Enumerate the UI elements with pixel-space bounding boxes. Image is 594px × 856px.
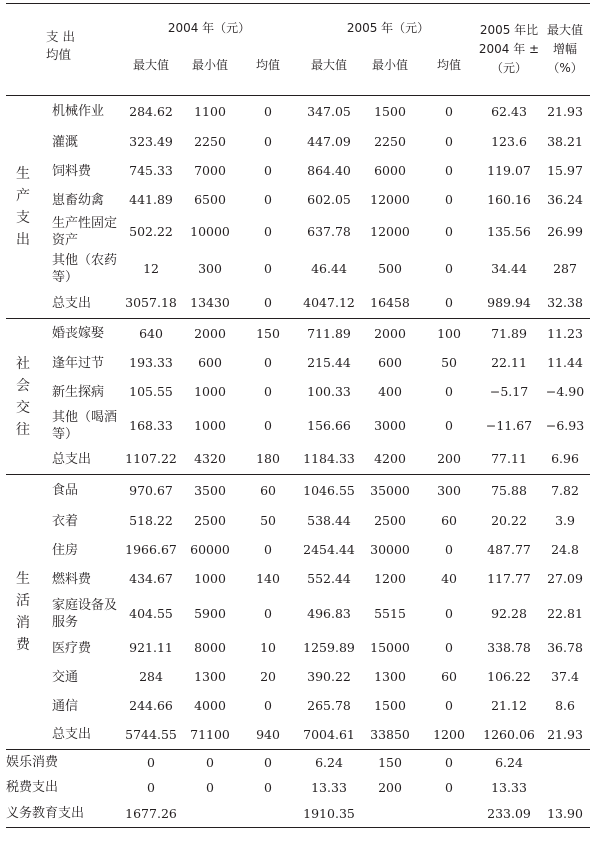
- table-row: [6, 349, 590, 378]
- table-row: [6, 663, 590, 692]
- value-cell: 1259.89: [303, 640, 355, 655]
- row-item-label: 税费支出: [6, 780, 59, 795]
- value-cell: 300: [198, 260, 222, 276]
- value-cell: 5744.55: [125, 726, 177, 742]
- value-cell: 2500: [374, 513, 406, 528]
- value-cell: 135.56: [487, 223, 531, 239]
- value-cell: 1300: [194, 669, 226, 684]
- value-cell: 4000: [194, 698, 226, 713]
- row-item-label: 燃料费: [52, 571, 92, 587]
- subheader-2004-max: 最大值: [133, 57, 170, 72]
- value-cell: 6000: [374, 163, 406, 178]
- row-item-label: 住房: [52, 542, 79, 558]
- diff-header-line-2: 2004 年 ±: [478, 42, 540, 56]
- corner-header-line-2: 均值: [46, 47, 72, 62]
- table-row: [6, 128, 590, 157]
- value-cell: 0: [445, 605, 453, 621]
- value-cell: 1100: [182, 96, 238, 128]
- value-cell: 1260.06: [483, 726, 535, 742]
- value-cell: −6.93: [545, 417, 585, 433]
- value-cell: 323.49: [129, 134, 173, 149]
- row-item-label: 衣着: [52, 513, 79, 529]
- table-row: [6, 692, 590, 721]
- value-cell: 0: [264, 542, 272, 557]
- value-cell: 711.89: [298, 319, 360, 349]
- value-cell: 200: [378, 780, 402, 795]
- value-cell: 1966.67: [125, 542, 177, 557]
- value-cell: 487.77: [487, 542, 531, 557]
- value-cell: 8000: [194, 640, 226, 655]
- value-cell: 0: [120, 750, 182, 776]
- category-label: 社会交往: [6, 319, 40, 475]
- value-cell: 60: [238, 475, 298, 507]
- value-cell: 538.44: [307, 513, 351, 528]
- value-cell: 92.28: [491, 605, 527, 621]
- value-cell: 233.09: [478, 801, 540, 828]
- value-cell: 6.24: [298, 750, 360, 776]
- value-cell: 745.33: [129, 163, 173, 178]
- value-cell: 5900: [194, 605, 226, 621]
- group-header-2004: 2004 年（元）: [120, 4, 298, 52]
- value-cell: 40: [441, 571, 457, 586]
- category-label: 生活消费: [6, 475, 40, 750]
- value-cell: 2000: [182, 319, 238, 349]
- value-cell: 0: [445, 698, 453, 713]
- subheader-2004-mean: 均值: [256, 57, 281, 72]
- value-cell: 180: [256, 451, 280, 467]
- value-cell: 0: [264, 260, 272, 276]
- value-cell: 970.67: [120, 475, 182, 507]
- value-cell: 347.05: [298, 96, 360, 128]
- value-cell: 8.6: [555, 698, 575, 713]
- growth-header-line-2: 增幅: [553, 42, 578, 56]
- value-cell: 1000: [194, 417, 226, 433]
- header-row-1: [6, 4, 590, 52]
- value-cell: 15.97: [547, 163, 583, 178]
- expenditure-table: [6, 3, 590, 828]
- value-cell: 0: [445, 384, 453, 399]
- value-cell: 404.55: [129, 605, 173, 621]
- table-row: [6, 319, 590, 349]
- value-cell: 5515: [374, 605, 406, 621]
- table-row: [6, 594, 590, 634]
- row-item-label: 生产性固定资产: [52, 215, 118, 248]
- value-cell: 12000: [370, 223, 410, 239]
- value-cell: [540, 776, 590, 801]
- row-item-label: 崽畜幼禽: [52, 192, 105, 208]
- row-item-label: 食品: [40, 475, 120, 507]
- value-cell: 7000: [194, 163, 226, 178]
- value-cell: 27.09: [547, 571, 583, 586]
- value-cell: 71100: [190, 726, 230, 742]
- value-cell: 2500: [194, 513, 226, 528]
- value-cell: 989.94: [487, 295, 531, 311]
- value-cell: 500: [378, 260, 402, 276]
- value-cell: 105.55: [129, 384, 173, 399]
- value-cell: 600: [198, 355, 222, 370]
- row-item-label: 娱乐消费: [6, 750, 120, 776]
- value-cell: −5.17: [489, 384, 529, 399]
- value-cell: 22.11: [491, 355, 527, 370]
- value-cell: 0: [445, 134, 453, 149]
- value-cell: 38.21: [547, 134, 583, 149]
- value-cell: −11.67: [485, 417, 533, 433]
- value-cell: 21.93: [547, 726, 583, 742]
- value-cell: 0: [264, 417, 272, 433]
- value-cell: 600: [378, 355, 402, 370]
- table-row: [6, 157, 590, 186]
- value-cell: 215.44: [307, 355, 351, 370]
- table-row: [6, 475, 590, 507]
- value-cell: 4200: [374, 451, 406, 467]
- value-cell: [360, 801, 420, 828]
- value-cell: 75.88: [478, 475, 540, 507]
- value-cell: 0: [264, 163, 272, 178]
- value-cell: 50: [441, 355, 457, 370]
- value-cell: 193.33: [129, 355, 173, 370]
- value-cell: 602.05: [307, 192, 351, 207]
- value-cell: 20: [260, 669, 276, 684]
- value-cell: 447.09: [307, 134, 351, 149]
- value-cell: 0: [445, 542, 453, 557]
- value-cell: 0: [238, 750, 298, 776]
- value-cell: 0: [264, 192, 272, 207]
- row-item-label: 其他（农药等）: [52, 252, 118, 285]
- corner-header: [6, 4, 120, 96]
- value-cell: 0: [264, 134, 272, 149]
- table-row: [6, 249, 590, 289]
- value-cell: [182, 801, 238, 828]
- value-cell: 20.22: [491, 513, 527, 528]
- value-cell: 12: [143, 260, 159, 276]
- value-cell: 265.78: [307, 698, 351, 713]
- value-cell: 0: [206, 780, 214, 795]
- row-item-label: 义务教育支出: [6, 801, 120, 828]
- value-cell: 168.33: [129, 417, 173, 433]
- value-cell: 119.07: [487, 163, 531, 178]
- value-cell: 496.83: [307, 605, 351, 621]
- value-cell: 552.44: [307, 571, 351, 586]
- value-cell: 1200: [433, 726, 465, 742]
- row-item-label: 家庭设备及服务: [52, 597, 118, 630]
- value-cell: 2454.44: [303, 542, 355, 557]
- value-cell: 1500: [360, 96, 420, 128]
- value-cell: 1184.33: [303, 451, 355, 467]
- table-row: [6, 634, 590, 663]
- table-row: [6, 289, 590, 319]
- value-cell: 7.82: [540, 475, 590, 507]
- value-cell: 3057.18: [125, 295, 177, 311]
- row-item-label: 医疗费: [52, 640, 92, 656]
- value-cell: 106.22: [487, 669, 531, 684]
- row-item-label: 饲料费: [52, 163, 92, 179]
- value-cell: 0: [264, 605, 272, 621]
- value-cell: 150: [360, 750, 420, 776]
- table-row: [6, 536, 590, 565]
- value-cell: 0: [445, 295, 453, 311]
- value-cell: 160.16: [487, 192, 531, 207]
- value-cell: 3000: [374, 417, 406, 433]
- value-cell: 60: [441, 513, 457, 528]
- subheader-2005-max: 最大值: [311, 57, 348, 72]
- value-cell: 0: [147, 780, 155, 795]
- value-cell: 36.24: [547, 192, 583, 207]
- table-row: [6, 750, 590, 776]
- value-cell: 150: [238, 319, 298, 349]
- category-label: 生产支出: [6, 96, 40, 319]
- value-cell: 0: [445, 163, 453, 178]
- value-cell: [420, 801, 478, 828]
- subheader-2004-min: 最小值: [192, 57, 229, 72]
- value-cell: 4047.12: [303, 295, 355, 311]
- subheader-2005-mean: 均值: [437, 57, 462, 72]
- value-cell: 13.33: [491, 780, 527, 795]
- value-cell: 1046.55: [298, 475, 360, 507]
- value-cell: 46.44: [311, 260, 347, 276]
- table-row: [6, 378, 590, 407]
- value-cell: 50: [260, 513, 276, 528]
- value-cell: 0: [264, 780, 272, 795]
- value-cell: 0: [445, 780, 453, 795]
- table-row: [6, 801, 590, 828]
- value-cell: 0: [182, 750, 238, 776]
- value-cell: 21.12: [491, 698, 527, 713]
- diff-header-line-3: （元）: [491, 61, 528, 75]
- table-row: [6, 96, 590, 128]
- table-row: [6, 721, 590, 750]
- value-cell: 12000: [370, 192, 410, 207]
- value-cell: 0: [264, 384, 272, 399]
- value-cell: 60: [441, 669, 457, 684]
- value-cell: 33850: [370, 726, 410, 742]
- value-cell: 100: [420, 319, 478, 349]
- row-item-label: 总支出: [52, 295, 92, 311]
- value-cell: [540, 750, 590, 776]
- value-cell: 36.78: [547, 640, 583, 655]
- value-cell: 338.78: [487, 640, 531, 655]
- value-cell: 640: [120, 319, 182, 349]
- value-cell: 1677.26: [120, 801, 182, 828]
- value-cell: 400: [378, 384, 402, 399]
- value-cell: 0: [445, 640, 453, 655]
- row-item-label: 婚丧嫁娶: [40, 319, 120, 349]
- value-cell: 140: [256, 571, 280, 586]
- value-cell: 35000: [360, 475, 420, 507]
- table-row: [6, 565, 590, 594]
- value-cell: 284.62: [120, 96, 182, 128]
- value-cell: 3500: [182, 475, 238, 507]
- value-cell: 1500: [374, 698, 406, 713]
- value-cell: −4.90: [545, 384, 585, 399]
- value-cell: 1107.22: [125, 451, 177, 467]
- value-cell: 7004.61: [303, 726, 355, 742]
- growth-header-line-3: （%）: [547, 61, 583, 75]
- table-row: [6, 776, 590, 801]
- row-item-label: 总支出: [52, 451, 92, 467]
- value-cell: 1910.35: [298, 801, 360, 828]
- value-cell: 100.33: [307, 384, 351, 399]
- value-cell: 4320: [194, 451, 226, 467]
- value-cell: 0: [420, 96, 478, 128]
- value-cell: 434.67: [129, 571, 173, 586]
- value-cell: 156.66: [307, 417, 351, 433]
- value-cell: 22.81: [547, 605, 583, 621]
- value-cell: 6.96: [551, 451, 579, 467]
- value-cell: [238, 801, 298, 828]
- diff-header-line-1: 2005 年比: [479, 23, 539, 37]
- group-header-2005: 2005 年（元）: [298, 4, 478, 52]
- value-cell: 287: [553, 260, 577, 276]
- row-item-label: 交通: [52, 669, 79, 685]
- value-cell: 30000: [370, 542, 410, 557]
- value-cell: 77.11: [491, 451, 527, 467]
- value-cell: 6.24: [478, 750, 540, 776]
- row-item-label: 灌溉: [52, 134, 79, 150]
- value-cell: 0: [264, 223, 272, 239]
- row-item-label: 其他（喝酒等）: [52, 409, 118, 442]
- growth-header-line-1: 最大值: [547, 23, 584, 37]
- value-cell: 0: [445, 417, 453, 433]
- value-cell: 71.89: [478, 319, 540, 349]
- value-cell: 13.90: [540, 801, 590, 828]
- row-item-label: 机械作业: [40, 96, 120, 128]
- table-row: [6, 407, 590, 445]
- value-cell: 11.44: [547, 355, 583, 370]
- value-cell: 2250: [194, 134, 226, 149]
- corner-header-line-1: 支 出: [46, 29, 75, 44]
- value-cell: 3.9: [555, 513, 575, 528]
- value-cell: 34.44: [491, 260, 527, 276]
- value-cell: 24.8: [551, 542, 579, 557]
- value-cell: 1200: [374, 571, 406, 586]
- value-cell: 11.23: [540, 319, 590, 349]
- row-item-label: 总支出: [52, 727, 92, 743]
- value-cell: 0: [445, 223, 453, 239]
- diff-header: [478, 4, 540, 96]
- value-cell: 10: [260, 640, 276, 655]
- value-cell: 441.89: [129, 192, 173, 207]
- value-cell: 21.93: [540, 96, 590, 128]
- value-cell: 26.99: [547, 223, 583, 239]
- value-cell: 502.22: [129, 223, 173, 239]
- subheader-2005-min: 最小值: [372, 57, 409, 72]
- value-cell: 390.22: [307, 669, 351, 684]
- value-cell: 200: [437, 451, 461, 467]
- value-cell: 0: [420, 750, 478, 776]
- value-cell: 0: [445, 192, 453, 207]
- value-cell: 13430: [190, 295, 230, 311]
- value-cell: 2000: [360, 319, 420, 349]
- value-cell: 32.38: [547, 295, 583, 311]
- value-cell: 921.11: [129, 640, 173, 655]
- value-cell: 1000: [194, 384, 226, 399]
- value-cell: 1300: [374, 669, 406, 684]
- value-cell: 10000: [190, 223, 230, 239]
- row-item-label: 通信: [52, 698, 79, 714]
- value-cell: 0: [264, 355, 272, 370]
- value-cell: 16458: [370, 295, 410, 311]
- value-cell: 300: [420, 475, 478, 507]
- value-cell: 60000: [190, 542, 230, 557]
- value-cell: 284: [139, 669, 163, 684]
- value-cell: 2250: [374, 134, 406, 149]
- value-cell: 37.4: [551, 669, 579, 684]
- value-cell: 62.43: [478, 96, 540, 128]
- row-item-label: 新生探病: [52, 384, 105, 400]
- table-row: [6, 215, 590, 249]
- value-cell: 518.22: [129, 513, 173, 528]
- value-cell: 0: [238, 96, 298, 128]
- value-cell: 940: [256, 726, 280, 742]
- value-cell: 0: [264, 698, 272, 713]
- value-cell: 13.33: [311, 780, 347, 795]
- table-row: [6, 507, 590, 536]
- table-row: [6, 186, 590, 215]
- growth-header: [540, 4, 590, 96]
- value-cell: 864.40: [307, 163, 351, 178]
- value-cell: 0: [445, 260, 453, 276]
- value-cell: 117.77: [487, 571, 531, 586]
- table-row: [6, 445, 590, 475]
- table-body: [6, 4, 590, 828]
- value-cell: 244.66: [129, 698, 173, 713]
- value-cell: 123.6: [491, 134, 527, 149]
- value-cell: 0: [264, 295, 272, 311]
- value-cell: 1000: [194, 571, 226, 586]
- value-cell: 6500: [194, 192, 226, 207]
- value-cell: 15000: [370, 640, 410, 655]
- row-item-label: 逢年过节: [52, 355, 105, 371]
- value-cell: 637.78: [307, 223, 351, 239]
